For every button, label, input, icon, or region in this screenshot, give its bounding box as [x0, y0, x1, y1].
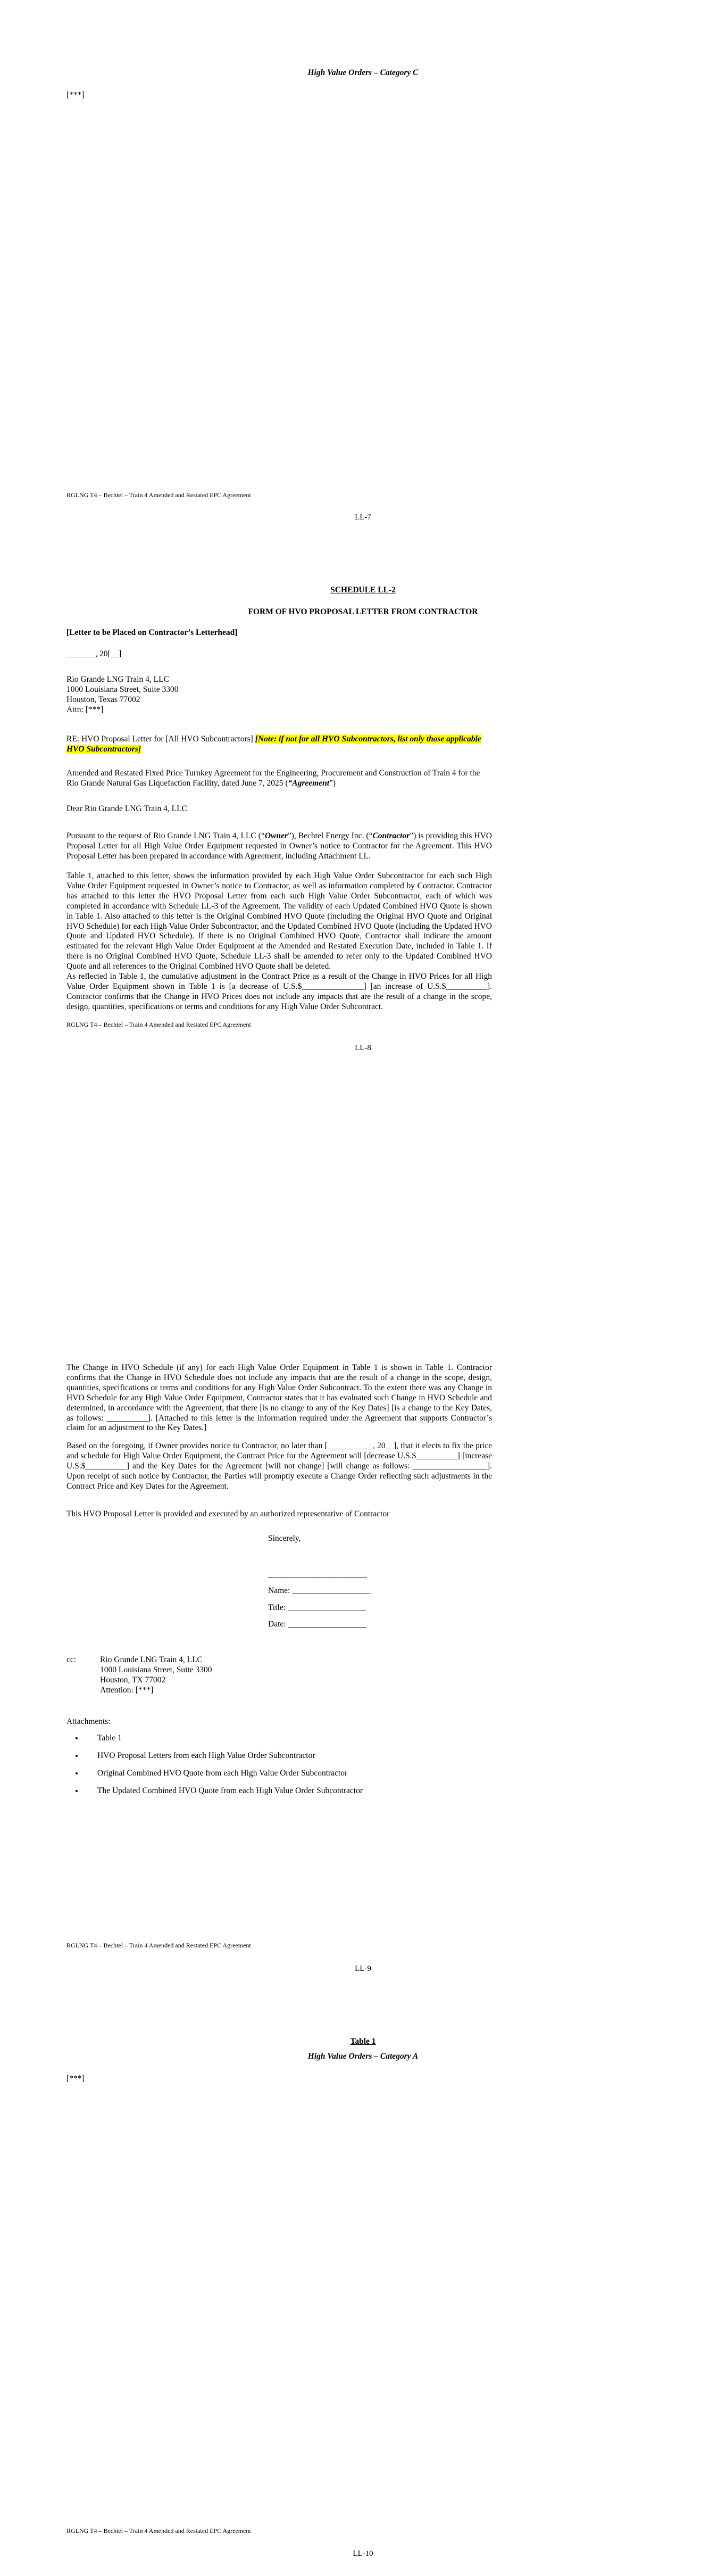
schedule-title: SCHEDULE LL-2 — [330, 585, 396, 595]
cc-address-line: Attention: [***] — [100, 1685, 154, 1695]
re-line — [66, 734, 492, 755]
letterhead-note: [Letter to be Placed on Contractor’s Letterhead] — [66, 628, 238, 637]
signature-line: ________________________ — [268, 1570, 367, 1579]
recipient-address — [66, 675, 179, 715]
page1-placeholder: [***] — [66, 90, 85, 100]
page3-footer: RGLNG T4 – Bechtel – Train 4 Amended and Restated EPC Agreement — [66, 1942, 251, 1949]
attachments-label: Attachments: — [66, 1717, 111, 1726]
cc-label: cc: — [66, 1655, 77, 1664]
list-item: • HVO Proposal Letters from each High Value Order Subcontractor — [84, 1751, 498, 1761]
cc-address — [100, 1655, 212, 1696]
paragraph-authorized: This HVO Proposal Letter is provided and executed by an authorized representative of Contractor — [66, 1509, 390, 1518]
page1-footer: RGLNG T4 – Bechtel – Train 4 Amended and Restated EPC Agreement — [66, 491, 251, 499]
cc-address-line: Rio Grande LNG Train 4, LLC — [100, 1655, 203, 1664]
agreement-ref-close: ”) — [329, 778, 336, 788]
table-title: Table 1 — [350, 2037, 376, 2046]
page4-placeholder: [***] — [66, 2074, 85, 2083]
agreement-ref-text: Amended and Restated Fixed Price Turnkey Agreement for the Engineering, Procurement and Construction of Train 4 for the Rio Grande Natural Gas Liquefaction Facility, dated June 7, 2025 ( — [66, 769, 480, 788]
re-text: RE: HVO Proposal Letter for [All HVO Subcontractors] — [66, 734, 255, 744]
letter-date-line: _______, 20[__] — [66, 649, 122, 658]
agreement-defined-term: “Agreement — [288, 778, 330, 788]
list-item: • The Updated Combined HVO Quote from each High Value Order Subcontractor — [84, 1786, 498, 1796]
sincerely: Sincerely, — [268, 1534, 301, 1543]
re-highlight-note: [Note: if not for all HVO Subcontractors, list only those applicable HVO Subcontractors] — [66, 734, 481, 754]
paragraph-hvo-schedule: The Change in HVO Schedule (if any) for each High Value Order Equipment in Table 1 is shown in Table 1. Contractor confirms that the Change in HVO Schedule does not include any impacts that are the result of a change in the scope, design, quantities, specifications or terms and conditions for any High Value Order Subcontract. To the extent there was any Change in HVO Schedule for any High Value Order Equipment, Contractor states that it has evaluated such Change in HVO Schedule and determined, in accordance with the Agreement, that there [is no change to any of the Key Dates] [is a change to the Key Dates, as follows: __________]. [Attached to this letter is the information required under the Agreement that supports Contractor’s claim for an adjustment to the Key Dates.] — [66, 1363, 492, 1433]
cc-address-line: Houston, TX 77002 — [100, 1675, 166, 1685]
attachments-list — [66, 1733, 498, 1804]
page1-page-number: LL-7 — [355, 513, 371, 522]
para1-text-c: ”) is providing this HVO Proposal Letter for all High Value Order Equipment requested in Owner’s notice to Contractor for the Agreement. This HVO Proposal Letter has been prepared in accordance with Agreement, including Attachment LL. — [66, 831, 492, 861]
address-line: 1000 Louisiana Street, Suite 3300 — [66, 684, 179, 694]
para1-text-a: Pursuant to the request of Rio Grande LNG Train 4, LLC (“ — [66, 831, 265, 840]
form-title: FORM OF HVO PROPOSAL LETTER FROM CONTRACTOR — [248, 607, 478, 616]
owner-defined-term: Owner — [264, 831, 288, 840]
address-line: Rio Grande LNG Train 4, LLC — [66, 675, 169, 684]
cc-address-line: 1000 Louisiana Street, Suite 3300 — [100, 1665, 212, 1674]
title-line: Title: ___________________ — [268, 1603, 366, 1612]
page1-header: High Value Orders – Category C — [307, 68, 419, 77]
salutation: Dear Rio Grande LNG Train 4, LLC — [66, 804, 187, 813]
paragraph-foregoing: Based on the foregoing, if Owner provides notice to Contractor, no later than [___________, 20__], that it elects to fix the price and schedule for High Value Order Equipment, the Contract Price for the Agreement will [decrease U.S.$__________] [increase U.S.$__________] and the Key Dates for the Agreement [will not change] [will change as follows: __________________]. Upon receipt of such notice by Contractor, the Parties will promptly execute a Change Order reflecting such adjustments in the Contract Price and Key Dates for the Agreement. — [66, 1441, 492, 1491]
page4-footer: RGLNG T4 – Bechtel – Train 4 Amended and Restated EPC Agreement — [66, 2527, 251, 2534]
agreement-reference — [66, 769, 489, 789]
paragraph-1 — [66, 831, 492, 862]
address-line: Attn: [***] — [66, 705, 104, 714]
page4-page-number: LL-10 — [353, 2549, 373, 2558]
paragraph-3: As reflected in Table 1, the cumulative adjustment in the Contract Price as a result of the Change in HVO Prices for all High Value Order Equipment shown in Table 1 is [a decrease of U.S.$_______________] [an increase of U.S.$__________]. Contractor confirms that the Change in HVO Prices does not include any impacts that are the result of a change in the scope, design, quantities, specifications or terms and conditions for any High Value Order Subcontract. — [66, 972, 492, 1011]
list-item: • Original Combined HVO Quote from each High Value Order Subcontractor — [84, 1769, 498, 1779]
para1-text-b: ”), Bechtel Energy Inc. (“ — [287, 831, 373, 840]
address-line: Houston, Texas 77002 — [66, 695, 140, 704]
contractor-defined-term: Contractor — [372, 831, 410, 840]
page3-page-number: LL-9 — [355, 1964, 371, 1973]
date-line: Date: ___________________ — [268, 1620, 366, 1629]
page2-page-number: LL-8 — [355, 1044, 371, 1052]
list-item: • Table 1 — [84, 1733, 498, 1744]
page4-subtitle: High Value Orders – Category A — [307, 2052, 419, 2061]
name-line: Name: ___________________ — [268, 1586, 371, 1595]
paragraph-2: Table 1, attached to this letter, shows the information provided by each High Value Order Subcontractor for each such High Value Order Equipment requested in Owner’s notice to Contractor, as well as information completed by Contractor. Contractor has attached to this letter the HVO Proposal Letter from each such High Value Order Subcontractor, each of which was completed in accordance with Schedule LL-3 of the Agreement. The validity of each Updated Combined HVO Quote is shown in Table 1. Also attached to this letter is the Original Combined HVO Quote (including the Original HVO Quote and Original HVO Schedule) for each High Value Order Subcontractor, and the Updated Combined HVO Quote (including the Updated HVO Quote and Updated HVO Schedule). If there is no Original Combined HVO Quote, Contractor shall indicate the amount estimated for the relevant High Value Order Equipment at the Amended and Restated Execution Date, included in Table 1. If there is no Original Combined HVO Quote, Schedule LL-3 shall be amended to refer only to the Updated Combined HVO Quote and all references to the Original Combined HVO Quote shall be deleted. — [66, 871, 492, 971]
page2-footer: RGLNG T4 – Bechtel – Train 4 Amended and Restated EPC Agreement — [66, 1021, 251, 1028]
